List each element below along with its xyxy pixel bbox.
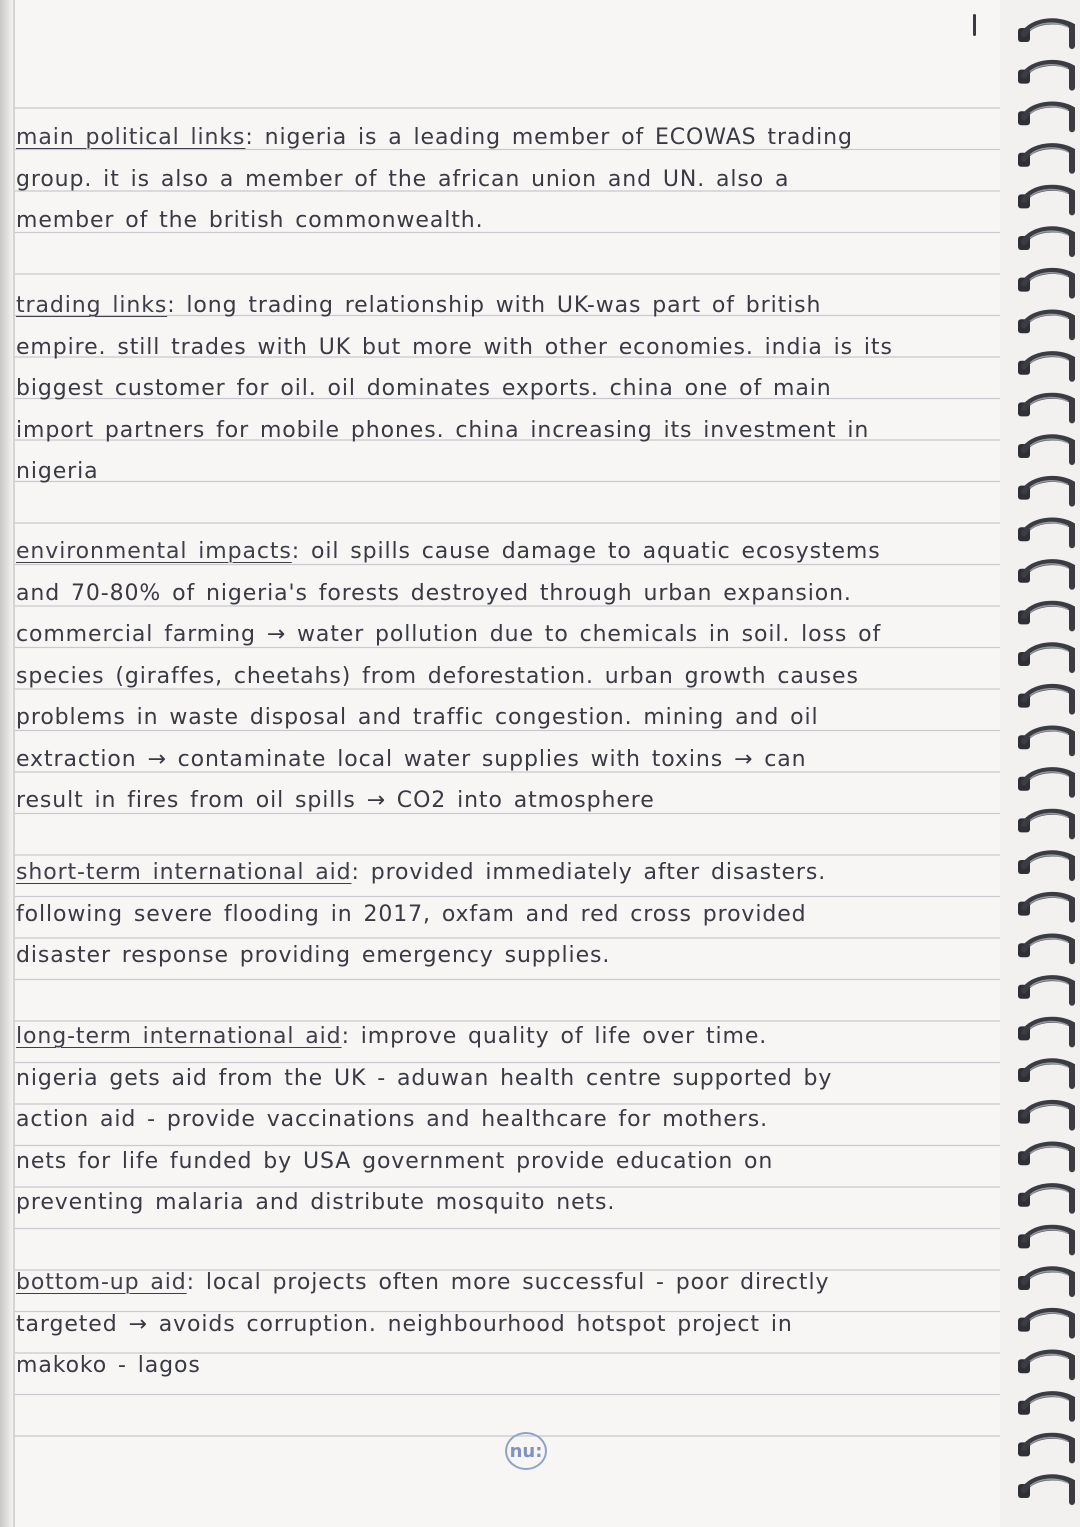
note-line: problems in waste disposal and traffic congestion. mining and oil — [16, 705, 819, 730]
note-bottom-up-aid — [16, 1262, 991, 1387]
note-line: makoko - lagos — [16, 1353, 201, 1378]
note-line: nets for life funded by USA government provide education on — [16, 1148, 774, 1174]
note-line: short-term international aid: provided immediately after disasters. — [16, 860, 827, 885]
note-line: trading links: long trading relationship with UK-was part of british — [16, 293, 822, 318]
note-line: nigeria gets aid from the UK - aduwan health centre supported by — [16, 1065, 833, 1091]
note-line: environmental impacts: oil spills cause damage to aquatic ecosystems — [16, 539, 881, 564]
spiral-binding — [1000, 0, 1080, 1527]
note-line: following severe flooding in 2017, oxfam and red cross provided — [16, 901, 807, 927]
note-line: main political links: nigeria is a leading member of ECOWAS trading — [16, 125, 853, 150]
note-line: nigeria — [16, 459, 99, 484]
section-heading: bottom-up aid — [16, 1270, 187, 1295]
note-line: targeted → avoids corruption. neighbourhood hotspot project in — [16, 1311, 793, 1337]
pen-mark — [973, 14, 976, 36]
section-heading: trading links — [16, 293, 168, 318]
note-environmental-impacts — [16, 531, 991, 822]
note-line: bottom-up aid: local projects often more successful - poor directly — [16, 1270, 830, 1295]
note-line: and 70-80% of nigeria's forests destroyed through urban expansion. — [16, 580, 852, 606]
section-heading: short-term international aid — [16, 860, 352, 885]
note-trading-links — [16, 285, 991, 493]
note-line: species (giraffes, cheetahs) from deforestation. urban growth causes — [16, 663, 859, 689]
nu-logo: nu: — [505, 1432, 547, 1470]
note-line: member of the british commonwealth. — [16, 208, 484, 233]
note-political-links — [16, 117, 991, 242]
note-line: disaster response providing emergency supplies. — [16, 943, 611, 968]
note-line: result in fires from oil spills → CO2 into atmosphere — [16, 788, 655, 813]
note-line: import partners for mobile phones. china increasing its investment in — [16, 417, 870, 443]
note-long-term-aid — [16, 1016, 991, 1224]
note-line: long-term international aid: improve quality of life over time. — [16, 1024, 768, 1049]
note-line: commercial farming → water pollution due to chemicals in soil. loss of — [16, 622, 882, 647]
note-line: group. it is also a member of the african union and UN. also a — [16, 166, 790, 192]
note-line: preventing malaria and distribute mosquito nets. — [16, 1190, 616, 1215]
note-line: extraction → contaminate local water supplies with toxins → can — [16, 746, 807, 772]
note-line: empire. still trades with UK but more with other economies. india is its — [16, 334, 893, 360]
section-heading: long-term international aid — [16, 1024, 342, 1049]
section-heading: environmental impacts — [16, 539, 292, 564]
section-heading: main political links — [16, 125, 246, 150]
note-line: biggest customer for oil. oil dominates exports. china one of main — [16, 376, 832, 401]
note-line: action aid - provide vaccinations and healthcare for mothers. — [16, 1107, 768, 1132]
note-short-term-aid — [16, 852, 991, 977]
